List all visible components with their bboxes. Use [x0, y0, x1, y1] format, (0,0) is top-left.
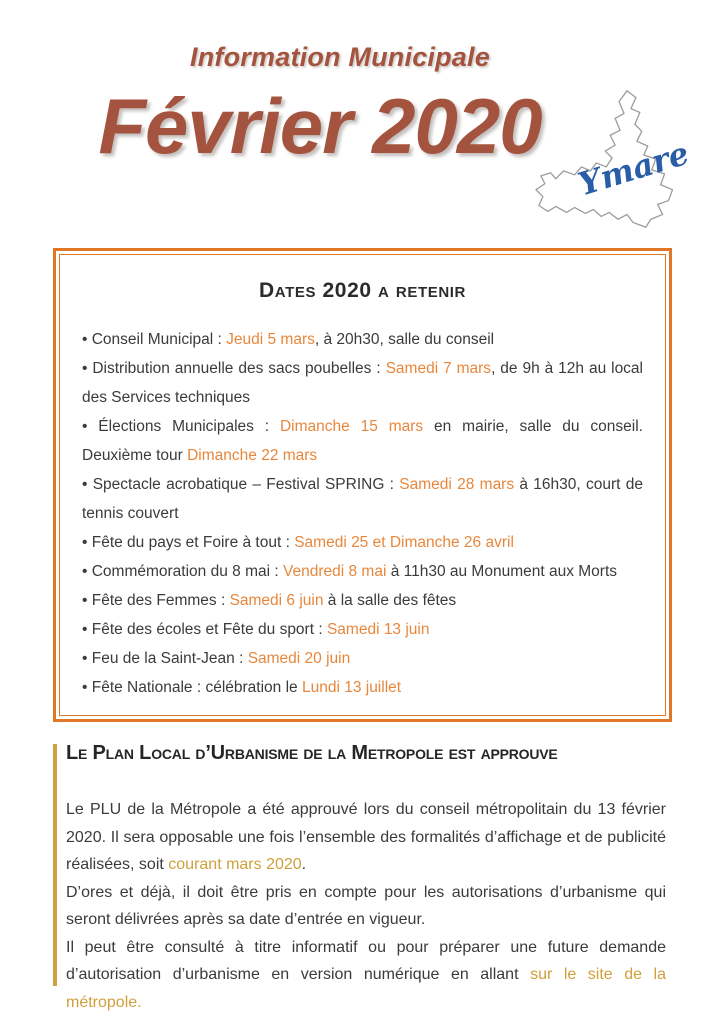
text-run: Le PLU de la Métropole a été approuvé lors du conseil métropolitain du 13 février 2020. Il sera opposable une fois l’ensemble des formalités d’affichage et de publicité réalisées, soit: [66, 801, 666, 873]
plu-paragraph: [66, 879, 666, 934]
event-item: [82, 557, 643, 586]
event-item: [82, 615, 643, 644]
date-highlight: Samedi 6 juin: [229, 592, 324, 609]
date-highlight: Lundi 13 juillet: [301, 679, 402, 696]
text-run: • Commémoration du 8 mai :: [82, 563, 283, 580]
commune-map-outline: [531, 84, 719, 234]
date-highlight: Samedi 28 mars: [399, 476, 515, 493]
text-run: • Spectacle acrobatique – Festival SPRING :: [82, 476, 400, 493]
plu-paragraph: [66, 796, 666, 879]
date-highlight: Dimanche 15 mars: [279, 418, 424, 435]
text-run: .: [301, 856, 307, 873]
text-run: à 16h30, court de tennis couvert: [82, 476, 643, 522]
text-run: à la salle des fêtes: [323, 592, 457, 609]
event-item: [82, 528, 643, 557]
dates-box: [53, 248, 672, 722]
date-highlight: Samedi 25 et Dimanche 26 avril: [294, 534, 514, 551]
date-highlight: Samedi 7 mars: [385, 360, 492, 377]
text-run: , à 20h30, salle du conseil: [314, 331, 495, 348]
date-highlight: Dimanche 22 mars: [187, 447, 318, 464]
metropole-site-link[interactable]: sur le site de la métropole.: [66, 966, 667, 1011]
text-run: à 11h30 au Monument aux Morts: [386, 563, 618, 580]
event-item: [82, 586, 643, 615]
text-run: Il peut être consulté à titre informatif ou pour préparer une future demande d’autorisation d’urbanisme en version numérique en allant: [66, 938, 666, 983]
plu-paragraph: [66, 934, 666, 1017]
commune-logo: [531, 84, 719, 234]
text-run: • Fête Nationale : célébration le: [82, 679, 302, 696]
dates-box-heading: Dates 2020 a retenir: [259, 279, 466, 302]
page-title: Février 2020: [98, 82, 542, 170]
logo-ymare-label: Ymare: [573, 134, 694, 204]
event-item: [82, 644, 643, 673]
text-run: • Fête des écoles et Fête du sport :: [82, 621, 327, 638]
event-item: [82, 325, 643, 354]
event-item: [82, 412, 643, 470]
events-list: [82, 325, 643, 702]
event-item: [82, 470, 643, 528]
text-run: • Distribution annuelle des sacs poubelles :: [82, 360, 386, 377]
date-highlight: Samedi 20 juin: [247, 650, 351, 667]
text-run: • Fête du pays et Foire à tout :: [82, 534, 295, 551]
section-accent-bar: [53, 744, 57, 986]
masthead-kicker: Information Municipale: [190, 42, 490, 72]
dates-box-inner-border: [59, 254, 666, 716]
text-run: • Élections Municipales :: [82, 418, 280, 435]
text-run: D’ores et déjà, il doit être pris en compte pour les autorisations d’urbanisme qui seront délivrées après sa date d’entrée en vigueur.: [66, 883, 666, 928]
date-highlight: courant mars 2020: [168, 856, 302, 873]
date-highlight: Samedi 13 juin: [326, 621, 430, 638]
date-highlight: Jeudi 5 mars: [226, 331, 315, 348]
text-run: , de 9h à 12h au local des Services techniques: [82, 360, 644, 406]
plu-heading: Le Plan Local d’Urbanisme de la Metropole est approuve: [66, 742, 558, 764]
text-run: • Fête des Femmes :: [82, 592, 230, 609]
date-highlight: Vendredi 8 mai: [282, 563, 387, 580]
event-item: [82, 673, 643, 702]
text-run: • Conseil Municipal :: [82, 331, 227, 348]
event-item: [82, 354, 643, 412]
plu-paragraphs: [66, 796, 666, 1016]
text-run: • Feu de la Saint-Jean :: [82, 650, 248, 667]
text-run: en mairie, salle du conseil. Deuxième tour: [82, 418, 643, 464]
